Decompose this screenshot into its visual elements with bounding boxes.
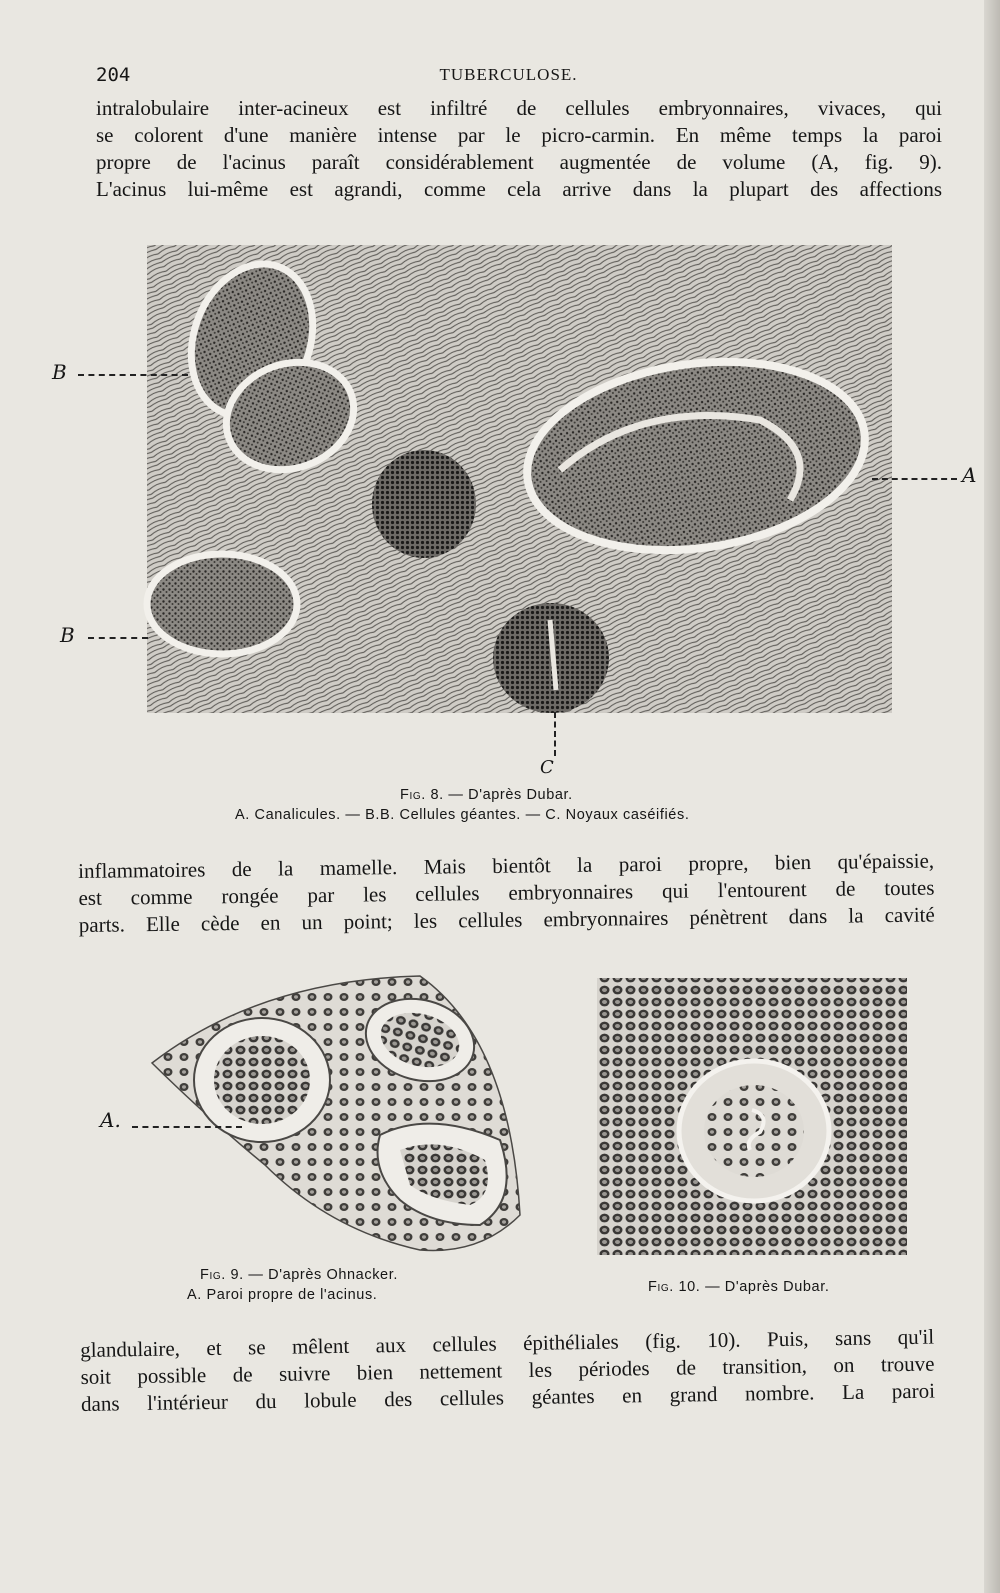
running-head xyxy=(96,64,921,90)
fig8-drawing xyxy=(147,245,892,713)
acinus-3 xyxy=(378,1124,507,1225)
fig10-number: Fig. 10. xyxy=(648,1279,701,1295)
fig9-label-a: A. xyxy=(100,1108,121,1132)
caseous-nucleus-c xyxy=(493,603,609,713)
fig8-leader-c xyxy=(554,712,556,756)
fig8-title: — D'après Dubar. xyxy=(448,787,573,803)
caseous-nucleus xyxy=(372,450,476,558)
text-line: inflammatoires de la mamelle. Mais bientôt la paroi propre, bien qu'épaissie, xyxy=(78,848,935,883)
text-line: propre de l'acinus paraît considérablement augmentée de volume (A, fig. 9). xyxy=(96,150,942,174)
text-line: intralobulaire inter-acineux est infiltré de cellules embryonnaires, vivaces, qui xyxy=(96,96,942,120)
fig8-label-b-top: B xyxy=(52,360,67,384)
fig9-number: Fig. 9. xyxy=(200,1267,244,1283)
fig8-caption xyxy=(400,787,573,803)
fig9-legend: A. Paroi propre de l'acinus. xyxy=(187,1287,378,1303)
acinus-invaded xyxy=(679,1061,829,1201)
text-line: se colorent d'une manière intense par le picro-carmin. En même temps la paroi xyxy=(96,123,942,147)
fig8-label-b-bottom: B xyxy=(60,623,75,647)
paragraph-2 xyxy=(78,848,935,939)
fig10-drawing xyxy=(597,978,907,1255)
fig8-label-c: C xyxy=(540,757,554,778)
acinus-2 xyxy=(357,987,484,1093)
fig8-leader-b-bottom xyxy=(88,637,148,639)
fig8-leader-b-top xyxy=(78,374,188,376)
giant-cell-b-lower xyxy=(147,554,297,654)
fig9-drawing xyxy=(152,976,520,1251)
text-line: soit possible de suivre bien nettement les périodes de transition, on trouve xyxy=(80,1351,935,1389)
text-line: L'acinus lui-même est agrandi, comme cela arrive dans la plupart des affections xyxy=(96,177,942,201)
text-line: glandulaire, et se mêlent aux cellules épithéliales (fig. 10). Puis, sans qu'il xyxy=(80,1324,935,1362)
acinus-1 xyxy=(194,1018,330,1142)
fig10-title: — D'après Dubar. xyxy=(705,1279,830,1295)
text-line: parts. Elle cède en un point; les cellules embryonnaires pénètrent dans la cavité xyxy=(78,902,935,937)
paragraph-3 xyxy=(80,1324,935,1418)
page-number: 204 xyxy=(96,64,131,86)
text-line: dans l'intérieur du lobule des cellules géantes en grand nombre. La paroi xyxy=(80,1378,936,1416)
fig8-number: Fig. 8. xyxy=(400,787,444,803)
running-title: TUBERCULOSE. xyxy=(439,65,578,84)
paragraph-1 xyxy=(96,95,942,203)
fig9-title: — D'après Ohnacker. xyxy=(248,1267,398,1283)
fig8-label-a: A xyxy=(962,463,977,487)
fig8-leader-a xyxy=(872,478,957,480)
giant-cell-b-upper xyxy=(171,247,333,433)
fig9-leader-a xyxy=(132,1126,242,1128)
fig9-caption xyxy=(200,1267,398,1283)
canalicule-a xyxy=(515,341,877,571)
text-line: est comme rongée par les cellules embryonnaires qui l'entourent de toutes xyxy=(78,875,935,910)
giant-cell-b-upper-2 xyxy=(211,345,369,487)
fig8-legend: A. Canalicules. — B.B. Cellules géantes. — C. Noyaux caséifiés. xyxy=(235,807,690,823)
page-edge xyxy=(984,0,1000,1593)
fig10-caption xyxy=(648,1279,829,1295)
